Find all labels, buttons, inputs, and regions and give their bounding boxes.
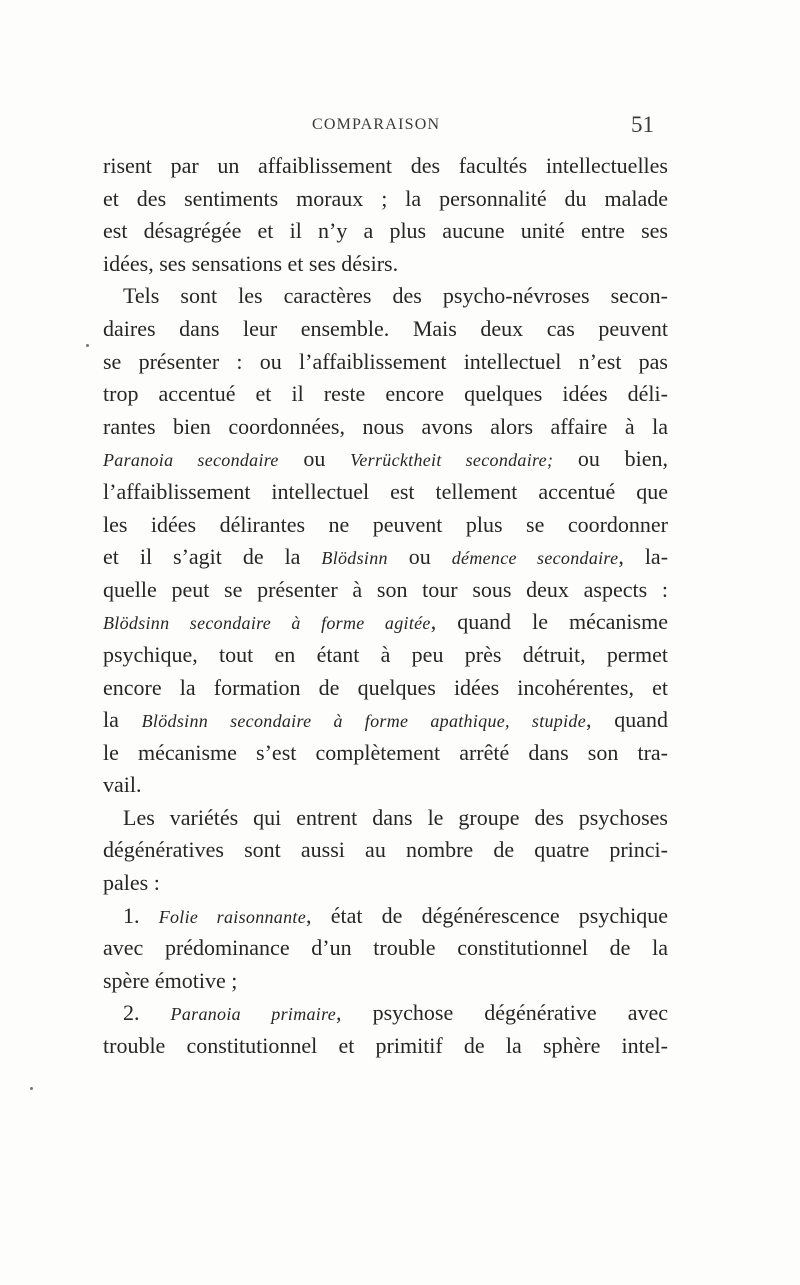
text-run: ou [278,446,351,472]
text-line [103,346,668,379]
text-run: , quand [585,707,668,733]
text-line [103,248,668,281]
text-line [103,541,668,574]
italic-term: Verrücktheit secondaire; [350,450,554,471]
text-run: le mécanisme s’est complètement arrêté dans son tra- [103,739,668,765]
text-line [103,606,668,639]
text-run: trouble constitutionnel et primitif de la sphère intel- [103,1033,668,1059]
text-line [103,150,668,183]
text-line [103,867,668,900]
text-line [103,997,668,1030]
text-run: avec prédominance d’un trouble constitutionnel de la [103,935,668,961]
text-run: quelle peut se présenter à son tour sous deux aspects : [103,576,668,602]
text-line [103,215,668,248]
text-line [103,932,668,965]
text-run: , psychose dégénérative avec [336,1000,668,1026]
text-line [103,834,668,867]
text-line [103,280,668,313]
text-line [103,574,668,607]
body-text [103,150,668,1063]
text-run: , la- [618,544,669,570]
text-run: les idées délirantes ne peuvent plus se coordonner [103,511,668,537]
text-line [103,183,668,216]
italic-term: Paranoia secondaire [103,450,279,471]
text-run: , quand le mécanisme [430,609,668,635]
running-header [104,112,654,142]
text-run: vail. [103,772,142,798]
running-title: COMPARAISON [312,116,441,133]
print-speck [30,1087,33,1090]
text-run: se présenter : ou l’affaiblissement intellectuel n’est pas [103,348,668,374]
text-run: rantes bien coordonnées, nous avons alors affaire à la [103,413,668,439]
text-run: Les variétés qui entrent dans le groupe des psychoses [123,804,668,830]
italic-term: Folie raisonnante [158,906,306,927]
page-number: 51 [631,112,654,137]
text-line [103,509,668,542]
text-run: ou bien, [553,446,668,472]
text-run: 1. [123,902,159,928]
text-line [103,639,668,672]
text-run: 2. [123,1000,171,1026]
text-run: risent par un affaiblissement des facultés intellectuelles [103,153,668,178]
italic-term: démence secondaire [451,548,619,569]
text-line [103,802,668,835]
text-line [103,704,668,737]
text-line [103,476,668,509]
text-run: pales : [103,870,160,896]
text-run: est désagrégée et il n’y a plus aucune unité entre ses [103,218,668,244]
text-line [103,769,668,802]
text-run: , état de dégénérescence psychique [306,902,669,928]
text-run: spère émotive ; [103,967,238,993]
text-line [103,965,668,998]
text-line [103,737,668,770]
text-line [103,443,668,476]
text-line [103,900,668,933]
text-run: Tels sont les caractères des psycho-névroses secon- [123,283,668,309]
text-run: l’affaiblissement intellectuel est tellement accentué que [103,478,668,504]
text-line [103,411,668,444]
text-run: la [103,707,142,733]
italic-term: Blödsinn secondaire à forme apathique, stupide [141,711,586,732]
text-run: idées, ses sensations et ses désirs. [103,250,399,276]
text-run: psychique, tout en étant à peu près détruit, permet [103,641,668,667]
italic-term: Blödsinn [321,548,388,569]
text-run: encore la formation de quelques idées incohérentes, et [103,674,668,700]
text-run: dégénératives sont aussi au nombre de quatre princi- [103,837,668,863]
print-speck [86,344,89,347]
text-line [103,1030,668,1063]
italic-term: Paranoia primaire [170,1004,337,1025]
text-run: ou [387,544,452,570]
text-line [103,313,668,346]
text-run: daires dans leur ensemble. Mais deux cas peuvent [103,315,668,341]
text-run: et il s’agit de la [103,544,322,570]
italic-term: Blödsinn secondaire à forme agitée [103,613,431,634]
text-line [103,378,668,411]
text-run: et des sentiments moraux ; la personnalité du malade [103,185,668,211]
text-run: trop accentué et il reste encore quelques idées déli- [103,381,668,407]
text-line [103,672,668,705]
